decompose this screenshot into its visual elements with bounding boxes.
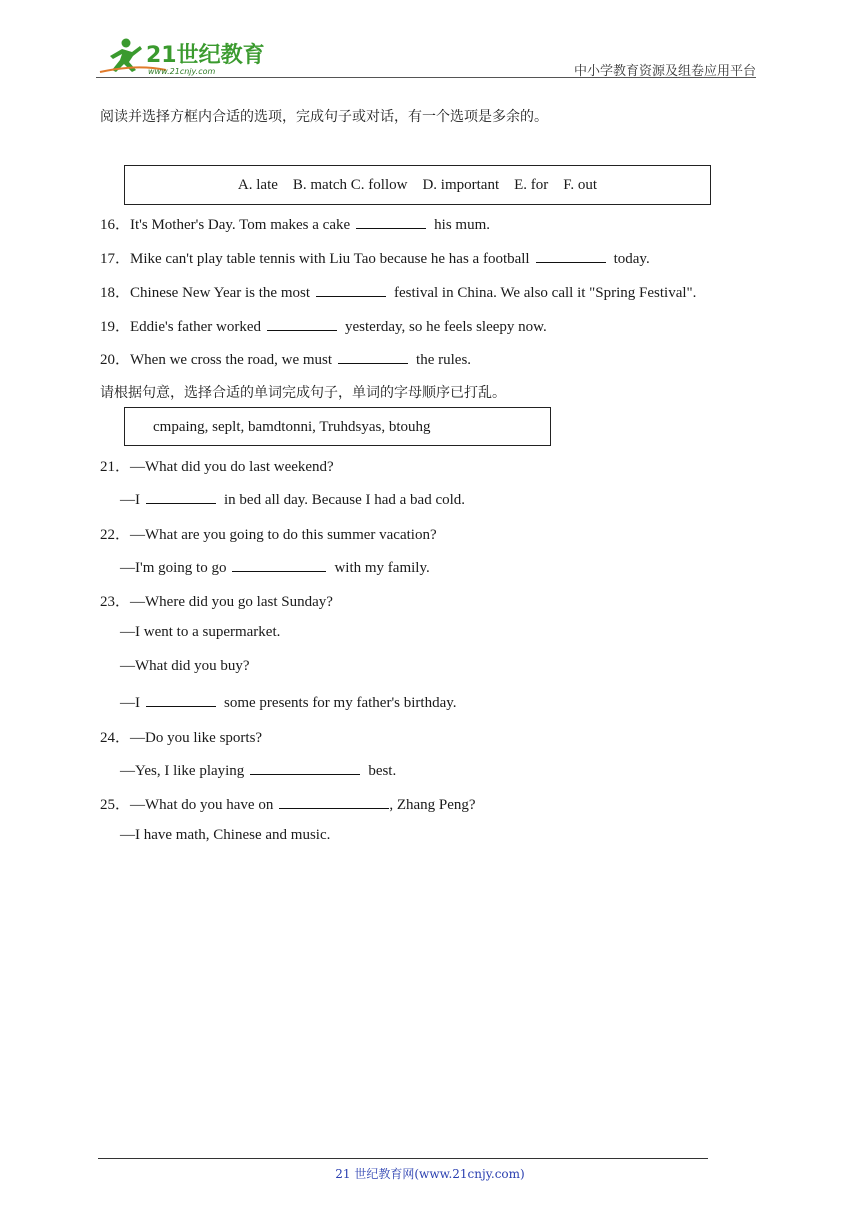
footer-link[interactable]: 21 世纪教育网(www.21cnjy.com) (335, 1167, 525, 1181)
question-22: 22．—What are you going to do this summer vacation? (100, 527, 437, 543)
question-24-answer: —Yes, I like playing best. (120, 760, 396, 780)
section2-instruction: 请根据句意，选择合适的单词完成句子，单词的字母顺序已打乱。 (100, 385, 506, 401)
question-23-answer: —I some presents for my father's birthday. (120, 692, 457, 712)
question-25: 25．—What do you have on , Zhang Peng? (100, 793, 476, 814)
logo-url-text: www.21cnjy.com (148, 67, 216, 76)
question-18: 18．Chinese New Year is the most festival in China. We also call it "Spring Festival". (100, 281, 696, 302)
question-21: 21．—What did you do last weekend? (100, 459, 334, 475)
answer-blank[interactable] (279, 794, 389, 809)
answer-blank[interactable] (267, 316, 337, 331)
question-24: 24．—Do you like sports? (100, 730, 263, 746)
word-box (124, 407, 551, 446)
question-23-line2: —I went to a supermarket. (120, 624, 281, 640)
scrambled-words: cmpaing, seplt, bamdtonni, Truhdsyas, btouhg (153, 419, 431, 435)
answer-blank[interactable] (316, 282, 386, 297)
question-17: 17．Mike can't play table tennis with Liu Tao because he has a football today. (100, 247, 650, 268)
answer-blank[interactable] (232, 557, 326, 572)
section1-instruction: 阅读并选择方框内合适的选项，完成句子或对话，有一个选项是多余的。 (100, 109, 548, 125)
question-21-answer: —I in bed all day. Because I had a bad cold. (120, 489, 465, 509)
answer-blank[interactable] (250, 760, 360, 775)
question-19: 19．Eddie's father worked yesterday, so he feels sleepy now. (100, 315, 547, 336)
question-25-answer: —I have math, Chinese and music. (120, 827, 331, 843)
options-box (124, 165, 711, 205)
question-16: 16．It's Mother's Day. Tom makes a cake his mum. (100, 213, 490, 234)
answer-blank[interactable] (338, 349, 408, 364)
logo-text: 21世纪教育 (146, 43, 265, 68)
answer-blank[interactable] (536, 248, 606, 263)
question-23-line3: —What did you buy? (120, 658, 250, 674)
site-logo (96, 34, 266, 78)
options-text: A. late B. match C. follow D. important E. for F. out (237, 177, 598, 193)
question-22-answer: —I'm going to go with my family. (120, 557, 430, 577)
footer-divider (98, 1158, 708, 1159)
question-23: 23．—Where did you go last Sunday? (100, 594, 333, 610)
answer-blank[interactable] (356, 214, 426, 229)
question-20: 20．When we cross the road, we must the rules. (100, 348, 471, 369)
answer-blank[interactable] (146, 692, 216, 707)
header-divider (96, 77, 756, 78)
answer-blank[interactable] (146, 489, 216, 504)
platform-name: 中小学教育资源及组卷应用平台 (573, 64, 756, 79)
